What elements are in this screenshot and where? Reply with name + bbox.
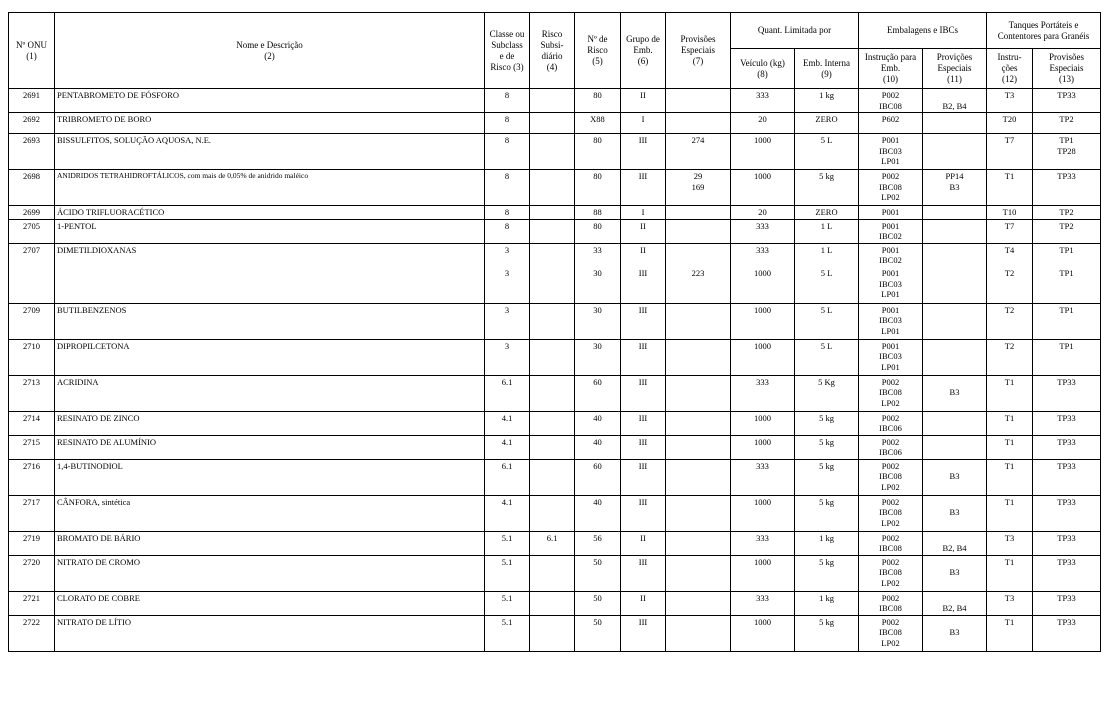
cell-instrucao-emb: P001 IBC03 LP01 — [859, 303, 923, 339]
cell-veiculo: 1000 — [731, 339, 795, 375]
table-row — [9, 89, 1101, 113]
cell-emb-interna: 5 L — [795, 267, 859, 303]
cell-instrucoes-tanque: T2 — [987, 339, 1033, 375]
cell-onu: 2721 — [9, 591, 55, 615]
cell-grupo-emb: I — [621, 113, 666, 134]
cell-provisoes-especiais — [666, 591, 731, 615]
table-body — [9, 89, 1101, 652]
table-row — [9, 615, 1101, 651]
cell-instrucao-emb: P001 IBC02 — [859, 243, 923, 267]
cell-instrucoes-tanque: T3 — [987, 531, 1033, 555]
cell-nome: ÁCIDO TRIFLUORACÉTICO — [55, 206, 485, 220]
cell-nome: BUTILBENZENOS — [55, 303, 485, 339]
cell-emb-interna: ZERO — [795, 206, 859, 220]
table-row — [9, 267, 1101, 303]
cell-veiculo: 1000 — [731, 555, 795, 591]
cell-numero-risco: 80 — [575, 170, 621, 206]
cell-nome: ACRIDINA — [55, 375, 485, 411]
cell-nome: PENTABROMETO DE FÓSFORO — [55, 89, 485, 113]
cell-instrucoes-tanque: T2 — [987, 267, 1033, 303]
cell-provisoes-especiais-11 — [923, 411, 987, 435]
cell-provisoes-tanque: TP33 — [1033, 89, 1101, 113]
header-classe: Classe ou Subclass e de Risco (3) — [485, 13, 530, 89]
table-row — [9, 243, 1101, 267]
header-provisoes-especiais-11: Provições Especiais (11) — [923, 49, 987, 89]
header-veiculo: Veículo (kg) (8) — [731, 49, 795, 89]
cell-provisoes-especiais-11 — [923, 134, 987, 170]
cell-veiculo: 333 — [731, 531, 795, 555]
cell-onu: 2710 — [9, 339, 55, 375]
cell-emb-interna: 5 L — [795, 339, 859, 375]
cell-risco-subsidiario — [530, 615, 575, 651]
cell-veiculo: 333 — [731, 89, 795, 113]
cell-risco-subsidiario — [530, 113, 575, 134]
cell-numero-risco: 40 — [575, 411, 621, 435]
cell-onu: 2717 — [9, 495, 55, 531]
cell-onu: 2720 — [9, 555, 55, 591]
cell-provisoes-especiais-11: B2, B4 — [923, 531, 987, 555]
header-provisoes-especiais: Provisões Especiais (7) — [666, 13, 731, 89]
cell-provisoes-especiais: 29 169 — [666, 170, 731, 206]
cell-classe: 8 — [485, 89, 530, 113]
table-row — [9, 339, 1101, 375]
cell-instrucoes-tanque: T1 — [987, 495, 1033, 531]
cell-emb-interna: 5 L — [795, 303, 859, 339]
cell-provisoes-tanque: TP33 — [1033, 411, 1101, 435]
cell-veiculo: 1000 — [731, 267, 795, 303]
cell-classe: 4.1 — [485, 495, 530, 531]
cell-grupo-emb: II — [621, 531, 666, 555]
cell-onu: 2722 — [9, 615, 55, 651]
cell-provisoes-tanque: TP1 TP28 — [1033, 134, 1101, 170]
cell-provisoes-especiais — [666, 303, 731, 339]
cell-provisoes-especiais-11: B2, B4 — [923, 591, 987, 615]
dangerous-goods-table — [8, 12, 1101, 652]
cell-emb-interna: 5 Kg — [795, 375, 859, 411]
cell-provisoes-especiais — [666, 459, 731, 495]
cell-grupo-emb: III — [621, 170, 666, 206]
cell-risco-subsidiario — [530, 555, 575, 591]
cell-grupo-emb: III — [621, 435, 666, 459]
cell-onu: 2705 — [9, 219, 55, 243]
cell-onu: 2714 — [9, 411, 55, 435]
cell-onu: 2691 — [9, 89, 55, 113]
table-row — [9, 113, 1101, 134]
cell-provisoes-tanque: TP33 — [1033, 615, 1101, 651]
cell-classe: 8 — [485, 113, 530, 134]
table-row — [9, 206, 1101, 220]
cell-nome: BROMATO DE BÁRIO — [55, 531, 485, 555]
cell-instrucoes-tanque: T1 — [987, 375, 1033, 411]
cell-provisoes-tanque: TP2 — [1033, 206, 1101, 220]
cell-provisoes-tanque: TP1 — [1033, 303, 1101, 339]
cell-veiculo: 1000 — [731, 411, 795, 435]
cell-instrucoes-tanque: T1 — [987, 170, 1033, 206]
cell-provisoes-especiais — [666, 243, 731, 267]
cell-provisoes-tanque: TP33 — [1033, 459, 1101, 495]
cell-instrucoes-tanque: T3 — [987, 591, 1033, 615]
header-embalagens: Embalagens e IBCs — [859, 13, 987, 49]
cell-instrucao-emb: P002 IBC08 — [859, 591, 923, 615]
cell-risco-subsidiario — [530, 411, 575, 435]
cell-onu: 2698 — [9, 170, 55, 206]
cell-numero-risco: 30 — [575, 339, 621, 375]
cell-instrucoes-tanque: T1 — [987, 435, 1033, 459]
cell-grupo-emb: II — [621, 219, 666, 243]
cell-provisoes-especiais-11: B3 — [923, 555, 987, 591]
table-row — [9, 411, 1101, 435]
cell-emb-interna: 5 kg — [795, 555, 859, 591]
cell-provisoes-especiais-11: B2, B4 — [923, 89, 987, 113]
cell-grupo-emb: III — [621, 375, 666, 411]
cell-classe: 4.1 — [485, 435, 530, 459]
cell-onu: 2715 — [9, 435, 55, 459]
header-quant-limitada: Quant. Limitada por — [731, 13, 859, 49]
cell-instrucao-emb: P001 IBC03 LP01 — [859, 267, 923, 303]
cell-emb-interna: 1 L — [795, 243, 859, 267]
cell-classe: 3 — [485, 303, 530, 339]
cell-instrucao-emb: P002 IBC08 — [859, 531, 923, 555]
cell-provisoes-especiais-11: B3 — [923, 459, 987, 495]
cell-provisoes-especiais — [666, 615, 731, 651]
cell-grupo-emb: III — [621, 615, 666, 651]
cell-instrucao-emb: P002 IBC08 LP02 — [859, 555, 923, 591]
header-nome: Nome e Descrição (2) — [55, 13, 485, 89]
header-instrucao-emb: Instrução para Emb. (10) — [859, 49, 923, 89]
cell-emb-interna: 1 kg — [795, 531, 859, 555]
cell-numero-risco: 50 — [575, 615, 621, 651]
cell-emb-interna: 5 kg — [795, 411, 859, 435]
cell-veiculo: 1000 — [731, 170, 795, 206]
cell-onu: 2709 — [9, 303, 55, 339]
cell-risco-subsidiario — [530, 89, 575, 113]
cell-provisoes-especiais: 223 — [666, 267, 731, 303]
cell-numero-risco: 88 — [575, 206, 621, 220]
table-row — [9, 459, 1101, 495]
cell-instrucao-emb: P002 IBC08 LP02 — [859, 170, 923, 206]
header-risco-subsidiario: Risco Subsi- diário (4) — [530, 13, 575, 89]
cell-veiculo: 333 — [731, 591, 795, 615]
header-emb-interna: Emb. Interna (9) — [795, 49, 859, 89]
cell-provisoes-especiais-11 — [923, 267, 987, 303]
cell-risco-subsidiario — [530, 375, 575, 411]
table-container — [8, 12, 1100, 648]
cell-risco-subsidiario — [530, 267, 575, 303]
cell-nome: 1-PENTOL — [55, 219, 485, 243]
cell-nome: NITRATO DE CROMO — [55, 555, 485, 591]
cell-emb-interna: 5 kg — [795, 170, 859, 206]
cell-instrucao-emb: P001 IBC02 — [859, 219, 923, 243]
cell-numero-risco: 80 — [575, 134, 621, 170]
cell-nome: CÂNFORA, sintética — [55, 495, 485, 531]
cell-numero-risco: 40 — [575, 435, 621, 459]
cell-classe: 5.1 — [485, 555, 530, 591]
cell-risco-subsidiario: 6.1 — [530, 531, 575, 555]
cell-classe: 8 — [485, 206, 530, 220]
cell-veiculo: 333 — [731, 375, 795, 411]
cell-provisoes-tanque: TP33 — [1033, 531, 1101, 555]
cell-onu: 2699 — [9, 206, 55, 220]
header-provisoes-especiais-13: Provisões Especiais (13) — [1033, 49, 1101, 89]
cell-provisoes-tanque: TP2 — [1033, 219, 1101, 243]
cell-risco-subsidiario — [530, 219, 575, 243]
cell-numero-risco: 40 — [575, 495, 621, 531]
header-onu: Nº ONU (1) — [9, 13, 55, 89]
cell-nome: DIPROPILCETONA — [55, 339, 485, 375]
cell-grupo-emb: III — [621, 495, 666, 531]
cell-emb-interna: 5 kg — [795, 459, 859, 495]
table-row — [9, 219, 1101, 243]
header-grupo-emb: Grupo de Emb. (6) — [621, 13, 666, 89]
cell-instrucao-emb: P001 — [859, 206, 923, 220]
cell-veiculo: 1000 — [731, 615, 795, 651]
header-numero-risco: Nº de Risco (5) — [575, 13, 621, 89]
cell-provisoes-especiais — [666, 113, 731, 134]
cell-onu — [9, 267, 55, 303]
cell-grupo-emb: III — [621, 555, 666, 591]
cell-instrucao-emb: P002 IBC06 — [859, 411, 923, 435]
cell-classe: 5.1 — [485, 615, 530, 651]
cell-provisoes-tanque: TP33 — [1033, 375, 1101, 411]
cell-provisoes-especiais — [666, 206, 731, 220]
cell-numero-risco: 80 — [575, 219, 621, 243]
cell-nome: ANIDRIDOS TETRAHIDROFTÁLICOS, com mais de 0,05% de anidrido maléico — [55, 170, 485, 206]
cell-risco-subsidiario — [530, 206, 575, 220]
cell-grupo-emb: III — [621, 267, 666, 303]
cell-risco-subsidiario — [530, 170, 575, 206]
cell-veiculo: 333 — [731, 243, 795, 267]
cell-emb-interna: 5 kg — [795, 615, 859, 651]
cell-classe: 3 — [485, 243, 530, 267]
cell-numero-risco: 56 — [575, 531, 621, 555]
table-row — [9, 170, 1101, 206]
cell-nome: TRIBROMETO DE BORO — [55, 113, 485, 134]
cell-provisoes-tanque: TP2 — [1033, 113, 1101, 134]
cell-emb-interna: ZERO — [795, 113, 859, 134]
cell-provisoes-especiais-11 — [923, 339, 987, 375]
cell-provisoes-tanque: TP33 — [1033, 555, 1101, 591]
cell-numero-risco: 50 — [575, 555, 621, 591]
table-row — [9, 375, 1101, 411]
cell-onu: 2713 — [9, 375, 55, 411]
cell-grupo-emb: I — [621, 206, 666, 220]
cell-instrucao-emb: P002 IBC06 — [859, 435, 923, 459]
cell-numero-risco: 80 — [575, 89, 621, 113]
cell-nome: NITRATO DE LÍTIO — [55, 615, 485, 651]
cell-veiculo: 20 — [731, 113, 795, 134]
cell-veiculo: 1000 — [731, 303, 795, 339]
cell-instrucoes-tanque: T1 — [987, 615, 1033, 651]
cell-instrucoes-tanque: T4 — [987, 243, 1033, 267]
cell-provisoes-especiais — [666, 219, 731, 243]
cell-instrucao-emb: P002 IBC08 LP02 — [859, 495, 923, 531]
cell-provisoes-especiais-11: B3 — [923, 615, 987, 651]
cell-grupo-emb: II — [621, 89, 666, 113]
cell-classe: 3 — [485, 339, 530, 375]
cell-risco-subsidiario — [530, 495, 575, 531]
cell-classe: 4.1 — [485, 411, 530, 435]
cell-provisoes-especiais: 274 — [666, 134, 731, 170]
cell-veiculo: 333 — [731, 459, 795, 495]
cell-classe: 5.1 — [485, 531, 530, 555]
cell-grupo-emb: II — [621, 591, 666, 615]
cell-numero-risco: 60 — [575, 459, 621, 495]
cell-veiculo: 1000 — [731, 495, 795, 531]
cell-onu: 2716 — [9, 459, 55, 495]
cell-provisoes-especiais — [666, 531, 731, 555]
cell-instrucoes-tanque: T7 — [987, 134, 1033, 170]
cell-instrucao-emb: P002 IBC08 LP02 — [859, 375, 923, 411]
cell-provisoes-tanque: TP1 — [1033, 339, 1101, 375]
cell-emb-interna: 1 kg — [795, 591, 859, 615]
cell-veiculo: 1000 — [731, 435, 795, 459]
cell-risco-subsidiario — [530, 339, 575, 375]
cell-classe: 8 — [485, 219, 530, 243]
header-tanques: Tanques Portáteis e Contentores para Granéis — [987, 13, 1101, 49]
cell-numero-risco: 30 — [575, 267, 621, 303]
cell-nome: CLORATO DE COBRE — [55, 591, 485, 615]
cell-numero-risco: 33 — [575, 243, 621, 267]
cell-grupo-emb: III — [621, 134, 666, 170]
cell-numero-risco: 60 — [575, 375, 621, 411]
cell-instrucao-emb: P002 IBC08 LP02 — [859, 459, 923, 495]
cell-onu: 2693 — [9, 134, 55, 170]
cell-instrucoes-tanque: T2 — [987, 303, 1033, 339]
cell-grupo-emb: III — [621, 459, 666, 495]
cell-provisoes-especiais — [666, 339, 731, 375]
cell-provisoes-especiais-11 — [923, 243, 987, 267]
cell-provisoes-tanque: TP33 — [1033, 170, 1101, 206]
cell-provisoes-tanque: TP1 — [1033, 267, 1101, 303]
header-instrucoes-12: Instru- ções (12) — [987, 49, 1033, 89]
table-row — [9, 495, 1101, 531]
cell-numero-risco: 30 — [575, 303, 621, 339]
cell-instrucoes-tanque: T3 — [987, 89, 1033, 113]
cell-veiculo: 20 — [731, 206, 795, 220]
cell-instrucao-emb: P001 IBC03 LP01 — [859, 339, 923, 375]
cell-classe: 6.1 — [485, 459, 530, 495]
table-row — [9, 303, 1101, 339]
cell-emb-interna: 1 kg — [795, 89, 859, 113]
cell-nome: RESINATO DE ALUMÍNIO — [55, 435, 485, 459]
cell-provisoes-tanque: TP1 — [1033, 243, 1101, 267]
cell-risco-subsidiario — [530, 435, 575, 459]
cell-provisoes-especiais — [666, 555, 731, 591]
cell-provisoes-especiais-11 — [923, 113, 987, 134]
table-row — [9, 134, 1101, 170]
cell-provisoes-especiais-11 — [923, 303, 987, 339]
cell-provisoes-especiais-11 — [923, 219, 987, 243]
cell-nome: BISSULFITOS, SOLUÇÃO AQUOSA, N.E. — [55, 134, 485, 170]
cell-provisoes-tanque: TP33 — [1033, 435, 1101, 459]
cell-emb-interna: 5 L — [795, 134, 859, 170]
cell-onu: 2692 — [9, 113, 55, 134]
cell-provisoes-especiais-11 — [923, 206, 987, 220]
cell-risco-subsidiario — [530, 134, 575, 170]
cell-instrucao-emb: P002 IBC08 — [859, 89, 923, 113]
cell-grupo-emb: II — [621, 243, 666, 267]
cell-grupo-emb: III — [621, 339, 666, 375]
cell-numero-risco: 50 — [575, 591, 621, 615]
cell-risco-subsidiario — [530, 243, 575, 267]
cell-onu: 2707 — [9, 243, 55, 267]
cell-veiculo: 333 — [731, 219, 795, 243]
cell-instrucoes-tanque: T20 — [987, 113, 1033, 134]
cell-provisoes-especiais — [666, 89, 731, 113]
cell-instrucoes-tanque: T1 — [987, 459, 1033, 495]
cell-risco-subsidiario — [530, 303, 575, 339]
cell-instrucao-emb: P602 — [859, 113, 923, 134]
cell-provisoes-especiais-11 — [923, 435, 987, 459]
cell-nome: DIMETILDIOXANAS — [55, 243, 485, 267]
cell-provisoes-especiais — [666, 435, 731, 459]
cell-provisoes-especiais-11: PP14 B3 — [923, 170, 987, 206]
cell-emb-interna: 1 L — [795, 219, 859, 243]
cell-instrucoes-tanque: T1 — [987, 555, 1033, 591]
cell-provisoes-tanque: TP33 — [1033, 591, 1101, 615]
cell-instrucao-emb: P002 IBC08 LP02 — [859, 615, 923, 651]
cell-grupo-emb: III — [621, 411, 666, 435]
cell-provisoes-especiais — [666, 411, 731, 435]
table-row — [9, 591, 1101, 615]
cell-numero-risco: X88 — [575, 113, 621, 134]
cell-provisoes-tanque: TP33 — [1033, 495, 1101, 531]
cell-instrucoes-tanque: T1 — [987, 411, 1033, 435]
cell-onu: 2719 — [9, 531, 55, 555]
cell-nome: 1,4-BUTINODIOL — [55, 459, 485, 495]
cell-emb-interna: 5 kg — [795, 435, 859, 459]
cell-risco-subsidiario — [530, 591, 575, 615]
cell-provisoes-especiais-11: B3 — [923, 495, 987, 531]
cell-nome: RESINATO DE ZINCO — [55, 411, 485, 435]
table-row — [9, 435, 1101, 459]
cell-instrucoes-tanque: T10 — [987, 206, 1033, 220]
cell-grupo-emb: III — [621, 303, 666, 339]
table-row — [9, 555, 1101, 591]
cell-provisoes-especiais — [666, 495, 731, 531]
cell-instrucao-emb: P001 IBC03 LP01 — [859, 134, 923, 170]
cell-provisoes-especiais — [666, 375, 731, 411]
cell-classe: 6.1 — [485, 375, 530, 411]
cell-classe: 5.1 — [485, 591, 530, 615]
cell-classe: 3 — [485, 267, 530, 303]
cell-instrucoes-tanque: T7 — [987, 219, 1033, 243]
cell-veiculo: 1000 — [731, 134, 795, 170]
cell-nome — [55, 267, 485, 303]
cell-emb-interna: 5 kg — [795, 495, 859, 531]
cell-risco-subsidiario — [530, 459, 575, 495]
cell-classe: 8 — [485, 134, 530, 170]
cell-provisoes-especiais-11: B3 — [923, 375, 987, 411]
table-row — [9, 531, 1101, 555]
cell-classe: 8 — [485, 170, 530, 206]
